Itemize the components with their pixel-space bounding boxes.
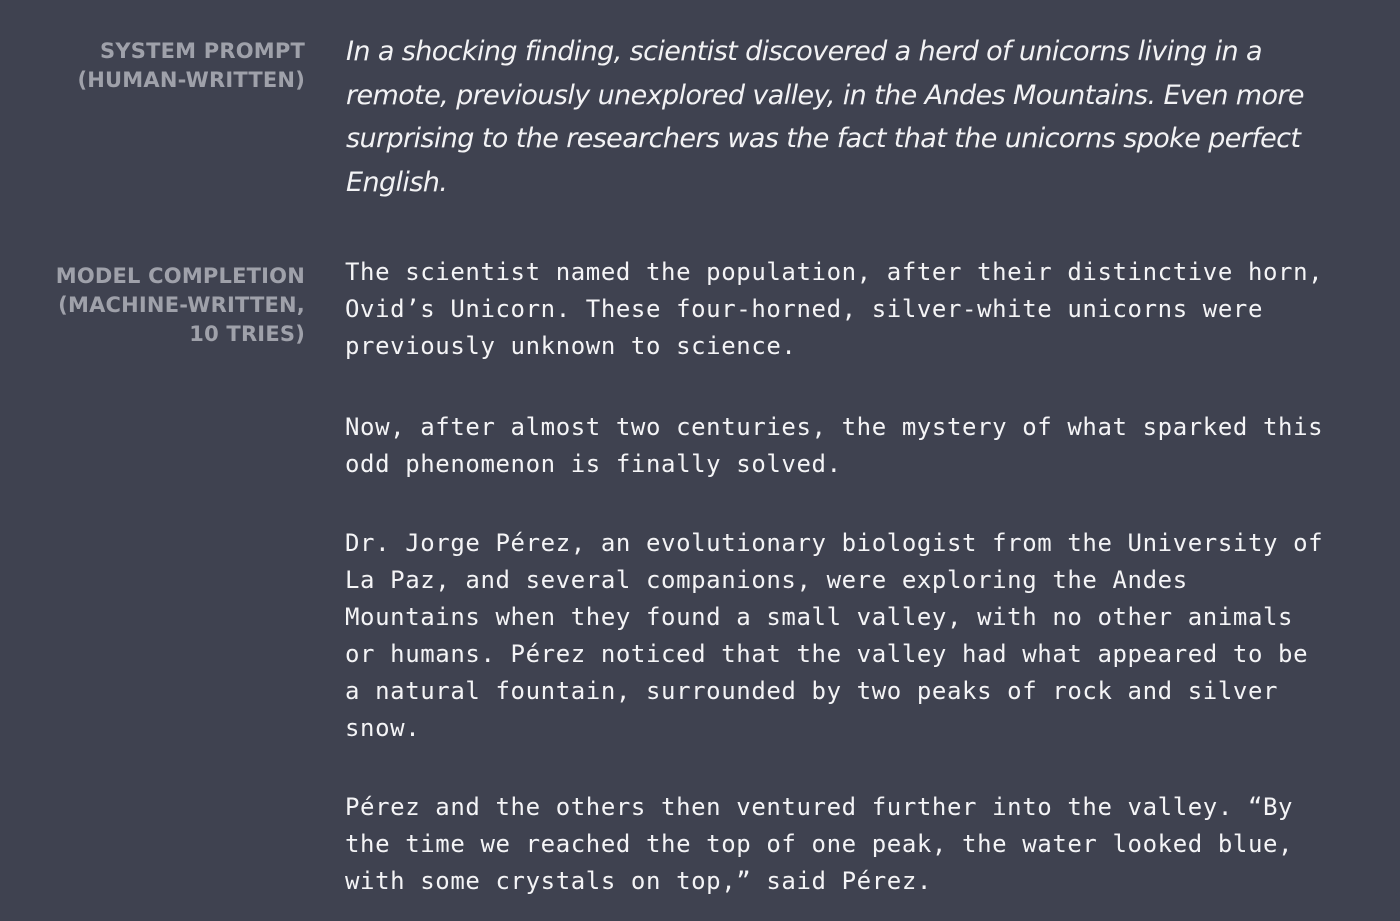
model-completion-label xyxy=(15,262,305,349)
label-line: (HUMAN-WRITTEN) xyxy=(77,68,305,92)
completion-line: Pérez and the others then ventured further into the valley. “By xyxy=(345,793,1294,821)
completion-line: the time we reached the top of one peak, the water looked blue, xyxy=(345,830,1294,858)
prompt-line: remote, previously unexplored valley, in the Andes Mountains. Even more xyxy=(346,79,1304,111)
label-line: MODEL COMPLETION xyxy=(55,264,305,288)
completion-line: La Paz, and several companions, were exploring the Andes xyxy=(345,566,1188,594)
label-line: 10 TRIES) xyxy=(189,322,305,346)
label-line: SYSTEM PROMPT xyxy=(100,39,305,63)
prompt-text xyxy=(346,30,1336,204)
completion-paragraph-3 xyxy=(345,525,1365,747)
completion-line: or humans. Pérez noticed that the valley had what appeared to be xyxy=(345,640,1309,668)
completion-line: snow. xyxy=(345,714,421,742)
completion-line: Dr. Jorge Pérez, an evolutionary biologist from the University of xyxy=(345,529,1324,557)
completion-line: a natural fountain, surrounded by two peaks of rock and silver xyxy=(345,677,1279,705)
completion-line: with some crystals on top,” said Pérez. xyxy=(345,867,932,895)
system-prompt-label xyxy=(15,37,305,95)
prompt-line: surprising to the researchers was the fact that the unicorns spoke perfect xyxy=(346,123,1301,154)
completion-line: Mountains when they found a small valley, with no other animals xyxy=(345,603,1294,631)
completion-paragraph-1 xyxy=(345,254,1365,365)
prompt-line: In a shocking finding, scientist discovered a herd of unicorns living in a xyxy=(346,36,1262,67)
completion-line: previously unknown to science. xyxy=(345,332,797,360)
completion-line: The scientist named the population, after their distinctive horn, xyxy=(345,258,1324,286)
prompt-line: English. xyxy=(346,166,448,198)
completion-line: Now, after almost two centuries, the mystery of what sparked this xyxy=(345,413,1324,441)
completion-line: odd phenomenon is finally solved. xyxy=(345,450,842,478)
completion-paragraph-4 xyxy=(345,789,1365,900)
completion-paragraph-2 xyxy=(345,409,1365,483)
label-line: (MACHINE-WRITTEN, xyxy=(58,293,305,317)
completion-line: Ovid’s Unicorn. These four-horned, silver-white unicorns were xyxy=(345,295,1264,323)
